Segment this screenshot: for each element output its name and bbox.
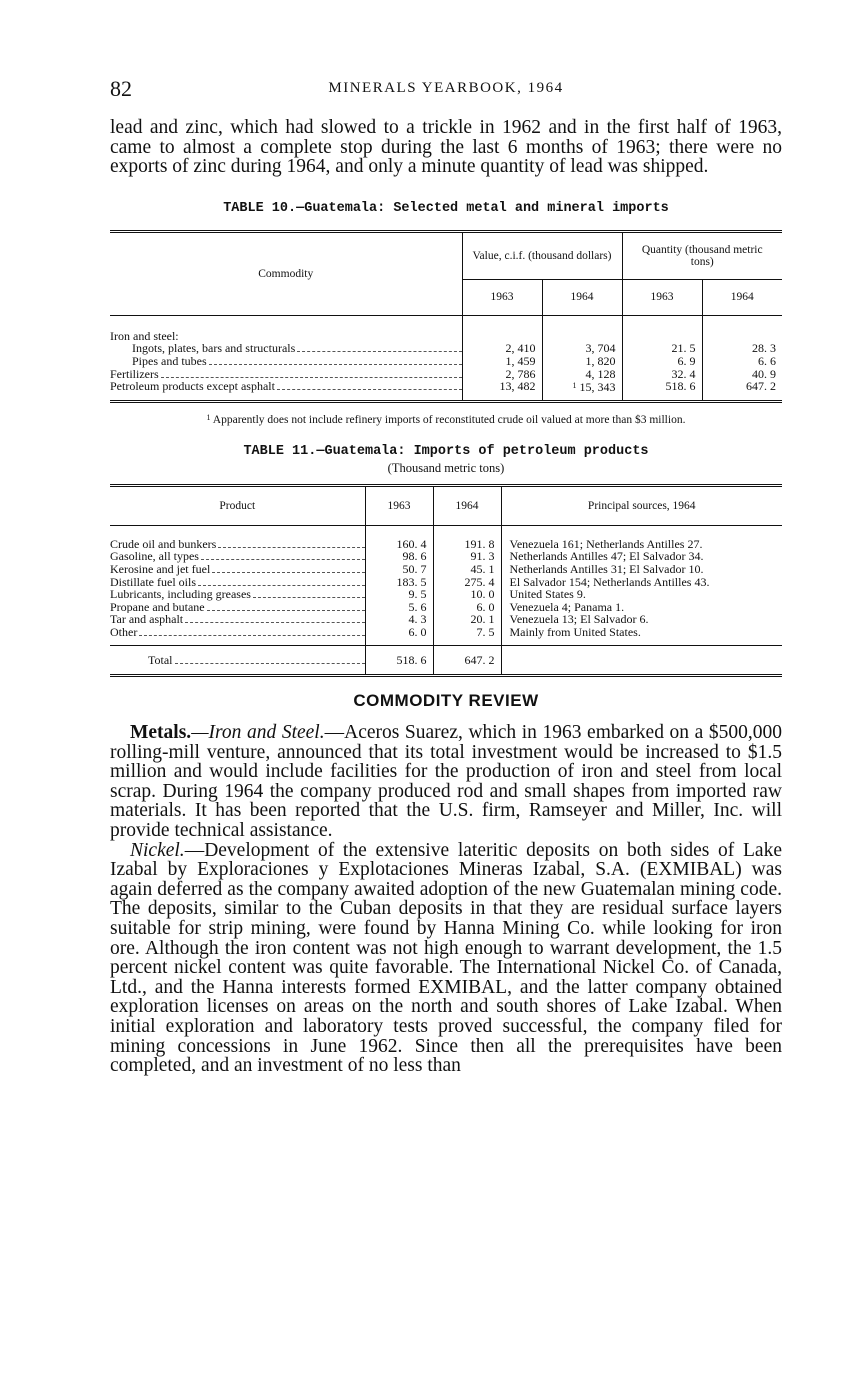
- row-label: Ingots, plates, bars and structurals: [132, 342, 296, 355]
- nickel-paragraph: [110, 841, 782, 1076]
- cell-sources: El Salvador 154; Netherlands Antilles 43.: [501, 576, 782, 589]
- cell-1963: 98. 6: [365, 550, 433, 563]
- cell-1964: 91. 3: [433, 550, 501, 563]
- cell-value-1964: [542, 380, 622, 394]
- table11-title: TABLE 11.—Guatemala: Imports of petroleum products: [243, 443, 649, 459]
- cell-sources: United States 9.: [501, 588, 782, 601]
- cell-value-1964: 3, 704: [542, 342, 622, 355]
- row-label: Fertilizers: [110, 367, 159, 381]
- row-label: Distillate fuel oils: [110, 575, 196, 589]
- cell-value-1963: 1, 459: [462, 355, 542, 368]
- cell-quantity-1963: 32. 4: [622, 368, 702, 381]
- row-label: Pipes and tubes: [132, 354, 207, 368]
- intro-paragraph: lead and zinc, which had slowed to a trickle in 1962 and in the first half of 1963, came to almost a complete stop during the last 6 months of 1963; there were no exports of zinc during 1964, and only a minute quantity of lead was shipped.: [110, 117, 782, 178]
- running-head: [110, 76, 782, 102]
- total-label: Total: [148, 653, 173, 667]
- cell-quantity-1963: 21. 5: [622, 342, 702, 355]
- cell-sources: Netherlands Antilles 47; El Salvador 34.: [501, 550, 782, 563]
- table-row: [110, 588, 782, 601]
- cell-sources: Venezuela 161; Netherlands Antilles 27.: [501, 538, 782, 551]
- footnote-text: Apparently does not include refinery imports of reconstituted crude oil valued at more than $3 million.: [212, 413, 686, 426]
- cell-1964: 275. 4: [433, 576, 501, 589]
- metals-text: —Aceros Suarez, which in 1963 embarked on a $500,000 rolling-mill venture, announced that its total investment would be increased to $1.5 million and would include facilities for the production of iron and steel from local scrap. During 1964 the company produced rod and small shapes from imported raw materials. It has been reported that the U.S. firm, Ramseyer and Miller, Inc. will provide technical assistance.: [110, 722, 783, 842]
- table11: [110, 484, 782, 677]
- row-label: Lubricants, including greases: [110, 588, 251, 601]
- row-label: Kerosine and jet fuel: [110, 562, 211, 576]
- table10-header-commodity: Commodity: [110, 231, 462, 315]
- cell-quantity-1963: 6. 9: [622, 355, 702, 368]
- table10-title: TABLE 10.—Guatemala: Selected metal and mineral imports: [223, 200, 669, 216]
- table10-header-quantity-1964: 1964: [702, 279, 782, 315]
- cell-quantity-1964: 6. 6: [702, 355, 782, 368]
- table10-header-value: Value, c.i.f. (thousand dollars): [462, 231, 622, 279]
- nickel-lead-in: Nickel.: [130, 839, 185, 861]
- cell-1963: 50. 7: [365, 563, 433, 576]
- cell-1964: 191. 8: [433, 538, 501, 551]
- cell-quantity-1964: 28. 3: [702, 342, 782, 355]
- table10-group-label: Iron and steel:: [110, 328, 179, 343]
- cell-sources: Venezuela 4; Panama 1.: [501, 601, 782, 614]
- cell-quantity-1964: 40. 9: [702, 368, 782, 381]
- section-heading: COMMODITY REVIEW: [353, 691, 539, 711]
- row-label: Tar and asphalt: [110, 613, 184, 626]
- cell-quantity-1963: 518. 6: [622, 380, 702, 394]
- table11-header-1964: 1964: [433, 485, 501, 525]
- table-row: [110, 601, 782, 614]
- table10-footnote: [110, 413, 782, 426]
- table10-header-value-1964: 1964: [542, 279, 622, 315]
- cell-value: 15, 343: [579, 380, 616, 395]
- table-row: [110, 626, 782, 639]
- cell-value-1963: 2, 786: [462, 368, 542, 381]
- total-1963: 518. 6: [365, 645, 433, 676]
- row-label: Petroleum products except asphalt: [110, 380, 275, 393]
- row-label: Crude oil and bunkers: [110, 537, 217, 551]
- table-row: [110, 613, 782, 626]
- table11-header-product: Product: [110, 485, 365, 525]
- cell-value-1963: 13, 482: [462, 380, 542, 394]
- cell-value-1964: 1, 820: [542, 355, 622, 368]
- cell-1963: 6. 0: [365, 626, 433, 639]
- table-row: [110, 563, 782, 576]
- table-row: [110, 355, 782, 368]
- table-row: [110, 576, 782, 589]
- cell-1963: 4. 3: [365, 613, 433, 626]
- iron-steel-lead-in: —Iron and Steel.: [191, 722, 325, 744]
- cell-quantity-1964: 647. 2: [702, 380, 782, 394]
- table10-header-quantity-1963: 1963: [622, 279, 702, 315]
- table10-header-value-1963: 1963: [462, 279, 542, 315]
- cell-sources: Mainly from United States.: [501, 626, 782, 639]
- cell-1964: 45. 1: [433, 563, 501, 576]
- cell-1964: 6. 0: [433, 601, 501, 614]
- cell-1963: 9. 5: [365, 588, 433, 601]
- page: [110, 76, 782, 1076]
- cell-1964: 20. 1: [433, 613, 501, 626]
- table-row: [110, 380, 782, 394]
- total-1964: 647. 2: [433, 645, 501, 676]
- table11-header-sources: Principal sources, 1964: [501, 485, 782, 525]
- table-total-row: [110, 645, 782, 676]
- metals-paragraph: [110, 723, 782, 841]
- metals-lead-in: Metals.: [130, 722, 192, 744]
- cell-1963: 5. 6: [365, 601, 433, 614]
- table11-header-1963: 1963: [365, 485, 433, 525]
- footnote-marker: 1: [572, 381, 577, 391]
- row-label: Propane and butane: [110, 600, 205, 614]
- nickel-text: —Development of the extensive lateritic deposits on both sides of Lake Izabal by Exploraciones y Explotaciones Mineras Izabal, S.A. (EXMIBAL) was again deferred as the company awaited adoption of the new Guatemalan mining code. The deposits, similar to the Cuban deposits in that they are residual surface layers suitable for strip mining, were found by Hanna Mining Co. while looking for iron ore. Although the iron content was not high enough to warrant development, the 1.5 percent nickel content was quite favorable. The International Nickel Co. of Canada, Ltd., and the Hanna interests formed EXMIBAL, and the latter company obtained exploration licenses on areas on the north and south shores of Lake Izabal. When initial exploration and laboratory tests proved successful, the company filed for mining concessions in June 1962. Since then all the prerequisites have been completed, and an investment of no less than: [110, 839, 782, 1077]
- table11-subtitle: (Thousand metric tons): [387, 460, 505, 475]
- cell-value-1963: 2, 410: [462, 342, 542, 355]
- footnote-marker: 1: [206, 412, 211, 422]
- cell-1963: 160. 4: [365, 538, 433, 551]
- cell-value-1964: 4, 128: [542, 368, 622, 381]
- cell-1964: 7. 5: [433, 626, 501, 639]
- row-label: Gasoline, all types: [110, 550, 199, 563]
- cell-1964: 10. 0: [433, 588, 501, 601]
- cell-1963: 183. 5: [365, 576, 433, 589]
- table10: [110, 230, 782, 403]
- cell-sources: Venezuela 13; El Salvador 6.: [501, 613, 782, 626]
- cell-sources: Netherlands Antilles 31; El Salvador 10.: [501, 563, 782, 576]
- running-title: MINERALS YEARBOOK, 1964: [328, 80, 564, 96]
- row-label: Other: [110, 625, 138, 639]
- table10-header-quantity: Quantity (thousand metric tons): [622, 231, 782, 279]
- page-number: 82: [110, 76, 132, 101]
